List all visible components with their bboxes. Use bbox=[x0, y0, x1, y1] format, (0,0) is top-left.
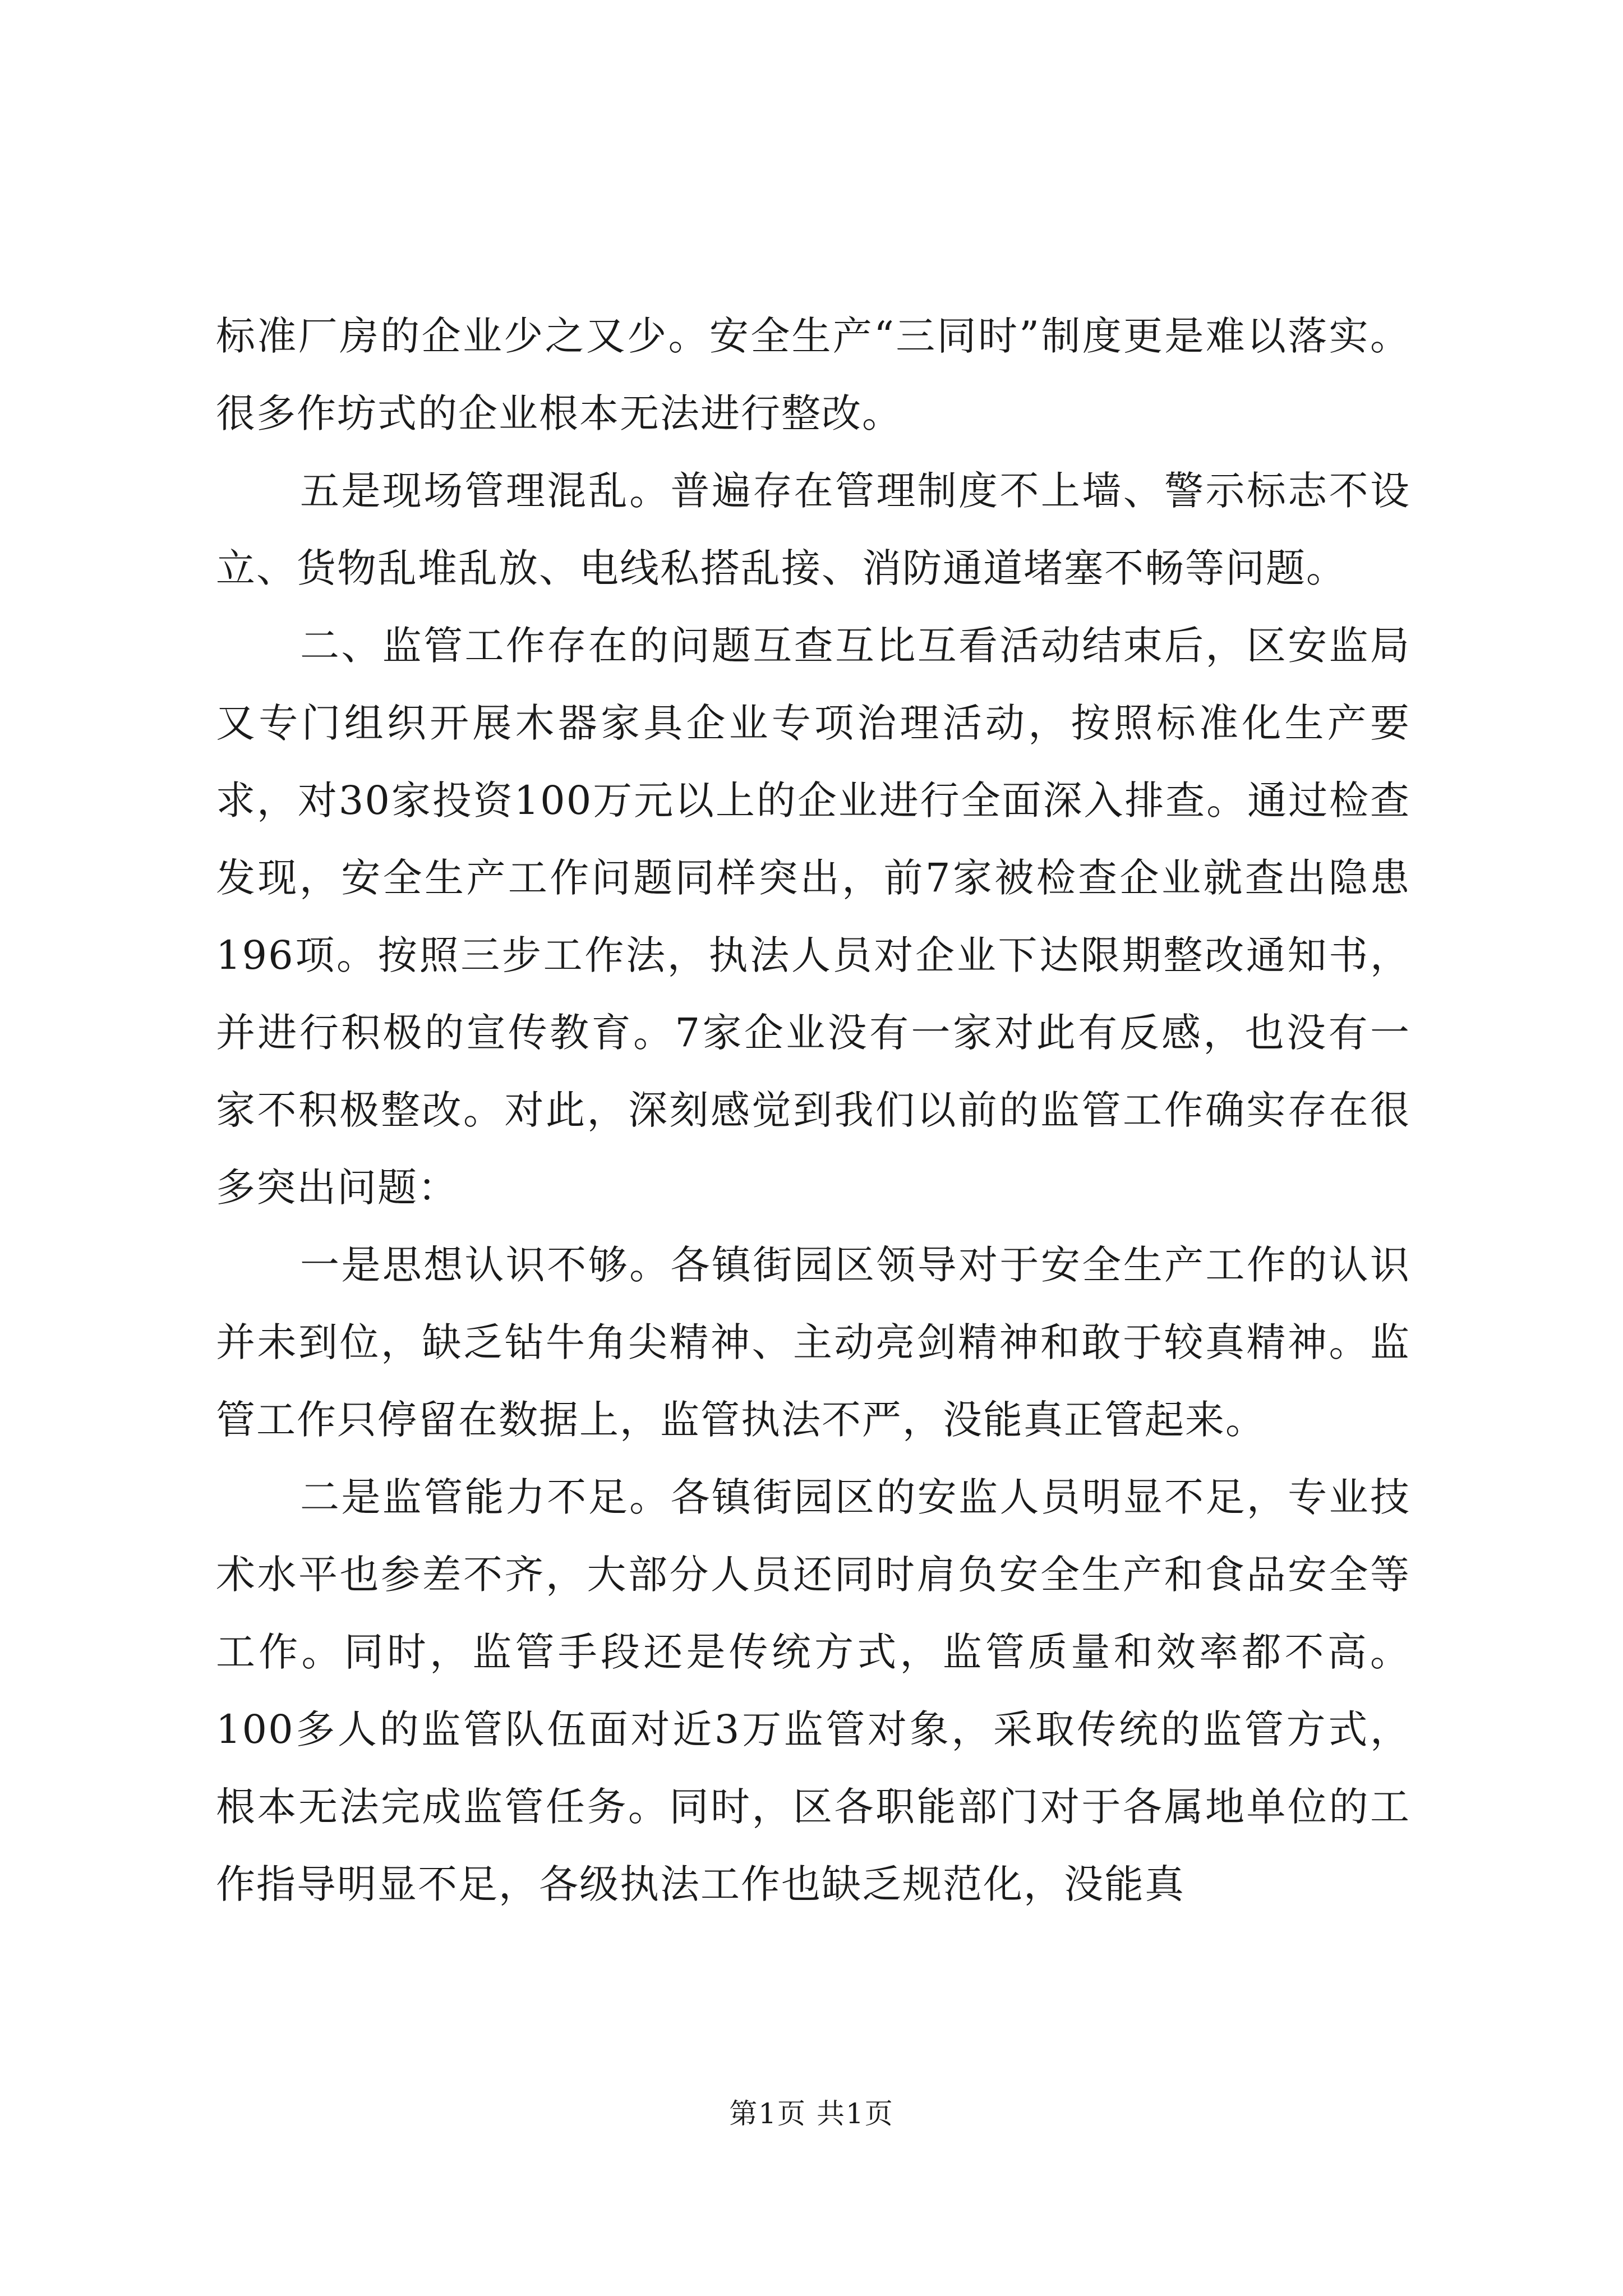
paragraph-site-management: 五是现场管理混乱。普遍存在管理制度不上墙、警示标志不设立、货物乱堆乱放、电线私搭乱接、消防通道堵塞不畅等问题。 bbox=[216, 468, 1410, 591]
paragraph-supervision-problems: 二、监管工作存在的问题互查互比互看活动结束后，区安监局又专门组织开展木器家具企业专项治理活动，按照标准化生产要求，对30家投资100万元以上的企业进行全面深入排查。通过检查发现，安全生产工作问题同样突出，前7家被检查企业就查出隐患196项。按照三步工作法，执法人员对企业下达限期整改通知书，并进行积极的宣传教育。7家企业没有一家对此有反感，也没有一家不积极整改。对此，深刻感觉到我们以前的监管工作确实存在很多突出问题： bbox=[216, 623, 1410, 1211]
paragraph-awareness: 一是思想认识不够。各镇街园区领导对于安全生产工作的认识并未到位，缺乏钻牛角尖精神、主动亮剑精神和敢于较真精神。监管工作只停留在数据上，监管执法不严，没能真正管起来。 bbox=[216, 1242, 1410, 1443]
document-body bbox=[216, 297, 1410, 1923]
paragraph-capacity: 二是监管能力不足。各镇街园区的安监人员明显不足，专业技术水平也参差不齐，大部分人员还同时肩负安全生产和食品安全等工作。同时，监管手段还是传统方式，监管质量和效率都不高。100多人的监管队伍面对近3万监管对象，采取传统的监管方式，根本无法完成监管任务。同时，区各职能部门对于各属地单位的工作指导明显不足，各级执法工作也缺乏规范化，没能真 bbox=[216, 1474, 1410, 1907]
paragraph-continuation: 标准厂房的企业少之又少。安全生产“三同时”制度更是难以落实。很多作坊式的企业根本无法进行整改。 bbox=[216, 313, 1410, 436]
page-number-footer: 第1页 共1页 bbox=[729, 2097, 894, 2130]
